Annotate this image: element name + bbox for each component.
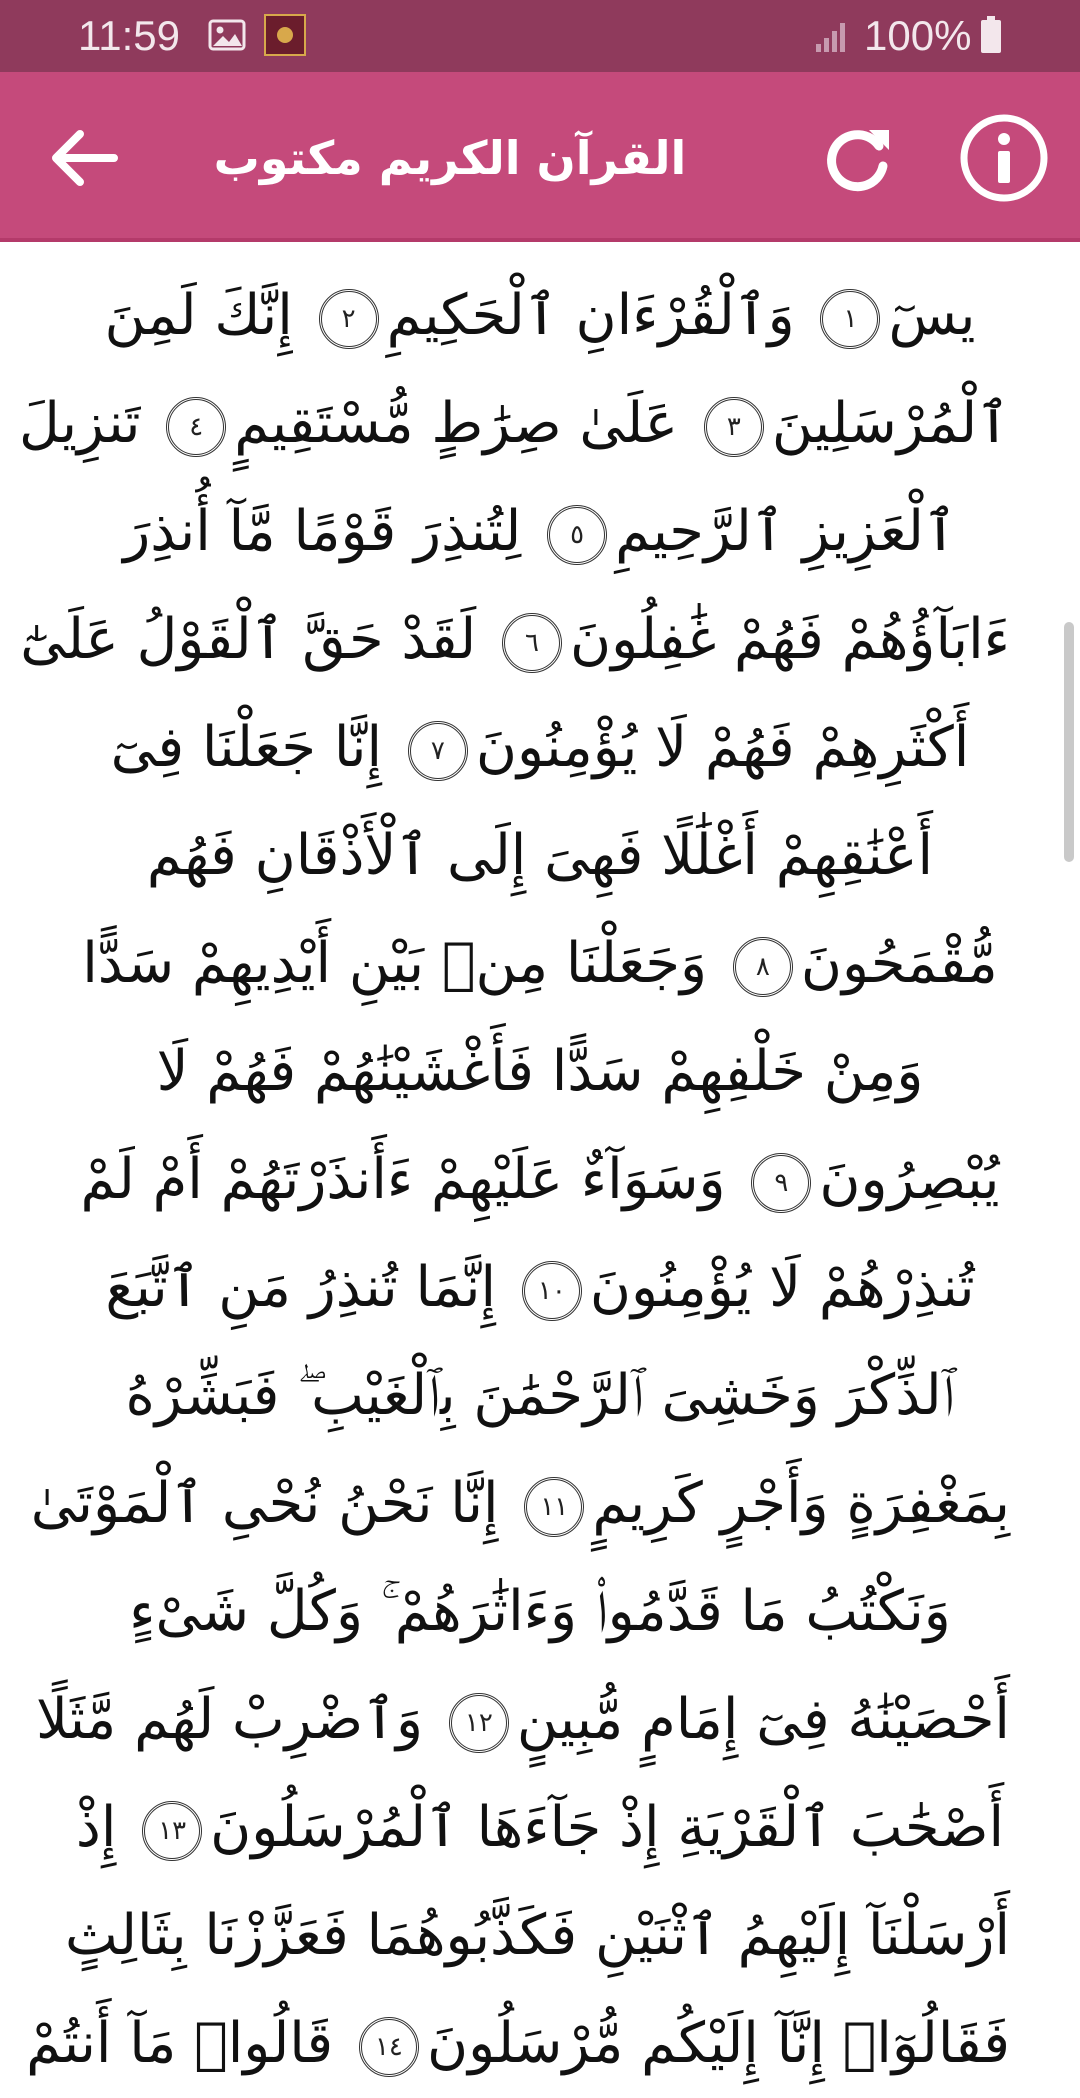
verse-text: إِنَّكَ لَمِنَ [104,283,311,348]
verse-text: إِنَّا جَعَلْنَا فِىٓ [110,715,400,780]
verse-text: وَمِنْ خَلْفِهِمْ سَدًّا فَأَغْشَيْنَٰهُمْ فَهُمْ لَا [156,1039,924,1104]
verse-text: أَكْثَرِهِمْ فَهُمْ لَا يُؤْمِنُونَ [475,715,970,780]
verse-text: ٱلذِّكْرَ وَخَشِىَ ٱلرَّحْمَٰنَ بِٱلْغَيْبِ ۖ فَبَشِّرْهُ [125,1363,955,1428]
ayah-number-marker: ٦ [502,613,562,673]
verse-text: لَقَدْ حَقَّ ٱلْقَوْلُ عَلَىٰٓ [20,607,494,672]
ayah-number-marker: ٣ [704,397,764,457]
back-arrow-icon[interactable] [44,118,124,198]
verse-text: يُبْصِرُونَ [819,1147,1000,1212]
verse-text: وَٱلْقُرْءَانِ ٱلْحَكِيمِ [386,283,813,348]
verse-text: قَالُوا۟ مَآ أَنتُمْ [26,2011,351,2076]
app-bar [0,72,1080,240]
verse-line [70,1558,1010,1666]
verse-line [19,370,1010,478]
verse-line [70,1342,1010,1450]
battery-icon [980,16,1002,54]
gallery-icon [208,18,246,52]
ayah-number-marker: ١٢ [449,1693,509,1753]
verse-text: يسٓ [888,283,976,348]
status-time: 11:59 [78,12,180,59]
verse-text: مُّقْمَحُونَ [800,931,998,996]
ayah-number-marker: ١٤ [359,2017,419,2077]
signal-icon [814,18,850,54]
quran-text-area[interactable] [0,242,1080,2076]
info-icon[interactable] [958,112,1050,204]
ayah-number-marker: ١ [820,289,880,349]
verse-line [70,694,1010,802]
ayah-number-marker: ٢ [319,289,379,349]
ayah-number-marker: ٧ [408,721,468,781]
verse-text: لِتُنذِرَ قَوْمًا مَّآ أُنذِرَ [123,499,540,564]
verse-line [65,1882,1010,1990]
verse-text: تُنذِرْهُمْ لَا يُؤْمِنُونَ [589,1255,975,1320]
verse-text: أَعْنَٰقِهِمْ أَغْلَٰلًا فَهِىَ إِلَى ٱلْأَذْقَانِ فَهُم [146,823,934,888]
verse-line [70,1126,1010,1234]
ayah-number-marker: ٥ [547,505,607,565]
verse-text: تَنزِيلَ [19,391,159,456]
verse-text: وَجَعَلْنَا مِنۢ بَيْنِ أَيْدِيهِمْ سَدًّا [82,931,725,996]
refresh-icon[interactable] [815,116,899,200]
app-title: القرآن الكريم مكتوب [213,131,687,185]
verse-line [26,1990,1010,2098]
ayah-number-marker: ١١ [524,1477,584,1537]
ayah-number-marker: ١٣ [142,1801,202,1861]
ayah-number-marker: ٤ [166,397,226,457]
verse-text: بِمَغْفِرَةٍ وَأَجْرٍ كَرِيمٍ [592,1471,1010,1536]
verse-text: إِذْ [75,1795,135,1860]
ayah-number-marker: ٨ [733,937,793,997]
verse-text: أَصْحَٰبَ ٱلْقَرْيَةِ إِذْ جَآءَهَا ٱلْمُرْسَلُونَ [210,1795,1005,1860]
battery-percentage: 100% [864,12,972,59]
verse-line [70,1018,1010,1126]
app-notification-icon [264,14,306,56]
verse-text: فَقَالُوٓا۟ إِنَّآ إِلَيْكُم مُّرْسَلُونَ [426,2011,1010,2076]
verse-text: وَنَكْتُبُ مَا قَدَّمُوا۟ وَءَاثَٰرَهُمْ ۚ وَكُلَّ شَىْءٍ [129,1579,951,1644]
verse-line [70,802,1010,910]
verse-text: وَسَوَآءٌ عَلَيْهِمْ ءَأَنذَرْتَهُمْ أَمْ لَمْ [80,1147,744,1212]
verse-line [70,478,1010,586]
verse-line [35,1666,1010,1774]
verse-text: ٱلْمُرْسَلِينَ [771,391,1010,456]
ayah-number-marker: ٩ [751,1153,811,1213]
verse-line [70,910,1010,1018]
verse-line [30,1450,1010,1558]
ayah-number-marker: ١٠ [522,1261,582,1321]
verse-text: أَحْصَيْنَٰهُ فِىٓ إِمَامٍ مُّبِينٍ [516,1687,1010,1752]
verse-text: عَلَىٰ صِرَٰطٍ مُّسْتَقِيمٍ [234,391,696,456]
verse-line [70,1234,1010,1342]
status-bar [0,0,1080,72]
verse-line [20,586,1010,694]
verse-text: إِنَّمَا تُنذِرُ مَنِ ٱتَّبَعَ [105,1255,514,1320]
app-logo-mark [277,27,293,43]
verse-text: ٱلْعَزِيزِ ٱلرَّحِيمِ [615,499,957,564]
verse-text: ءَابَآؤُهُمْ فَهُمْ غَٰفِلُونَ [569,607,1010,672]
verse-text: وَٱضْرِبْ لَهُم مَّثَلًا [35,1687,441,1752]
verse-text: أَرْسَلْنَآ إِلَيْهِمُ ٱثْنَيْنِ فَكَذَّبُوهُمَا فَعَزَّزْنَا بِثَالِثٍ [65,1903,1010,1968]
verse-line [70,262,1010,370]
verse-line [70,1774,1010,1882]
verse-text: إِنَّا نَحْنُ نُحْىِ ٱلْمَوْتَىٰ [30,1471,517,1536]
scrollbar[interactable] [1064,622,1074,862]
